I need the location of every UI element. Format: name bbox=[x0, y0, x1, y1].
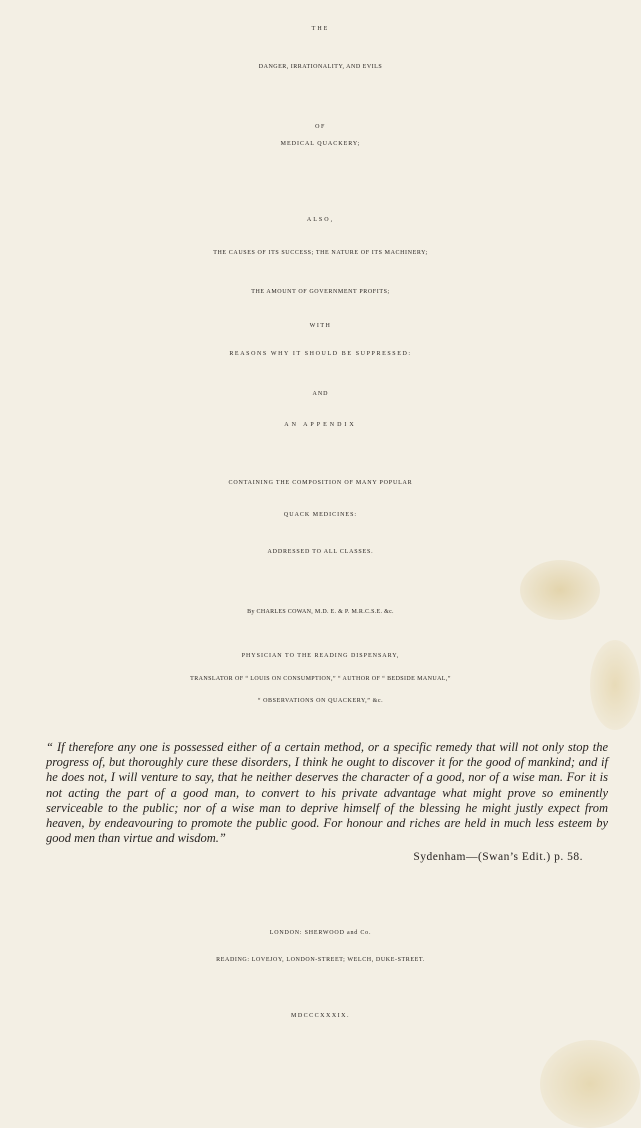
author-observations: “ OBSERVATIONS ON QUACKERY,” &c. bbox=[257, 698, 384, 704]
author-byline: By CHARLES COWAN, M.D. E. & P. M.R.C.S.E. &c. bbox=[247, 609, 394, 615]
subtitle-amount: THE AMOUNT OF GOVERNMENT PROFITS; bbox=[251, 289, 390, 295]
author-translator: TRANSLATOR OF “ LOUIS ON CONSUMPTION,” “ AUTHOR OF “ BEDSIDE MANUAL,” bbox=[190, 676, 451, 682]
title-line-1: DANGER, IRRATIONALITY, AND EVILS bbox=[258, 64, 383, 70]
subtitle-causes: THE CAUSES OF ITS SUCCESS; THE NATURE OF ITS MACHINERY; bbox=[213, 250, 428, 256]
imprint-date: MDCCCXXXIX. bbox=[290, 1013, 350, 1019]
subtitle-quack: QUACK MEDICINES: bbox=[283, 512, 358, 518]
subtitle-also: ALSO, bbox=[306, 217, 335, 223]
subtitle-containing: CONTAINING THE COMPOSITION OF MANY POPULAR bbox=[228, 480, 413, 486]
subtitle-reasons: REASONS WHY IT SHOULD BE SUPPRESSED: bbox=[229, 351, 412, 357]
epigraph: “ If therefore any one is possessed either of a certain method, or a specific remedy that will not only stop the progress of, but thoroughly cure these disorders, I think he ought to discover it for the good of mankind; and if he does not, I will venture to say, that he neither deserves the character of a good, nor of a wise man. For it is not acting the part of a good man, to convert to his private advantage what might prove so eminently serviceable to the public; nor of a wise man to deprive himself of the blessing he might justly expect from heaven, by endeavouring to promote the public good. For honour and riches are held in much less esteem by good men than virtue and wisdom.” bbox=[46, 740, 608, 846]
subtitle-and: AND bbox=[312, 391, 329, 397]
author-physician: PHYSICIAN TO THE READING DISPENSARY, bbox=[241, 653, 400, 659]
subtitle-addressed: ADDRESSED TO ALL CLASSES. bbox=[267, 549, 374, 555]
foxing-stain bbox=[540, 1040, 640, 1128]
subtitle-with: WITH bbox=[309, 323, 332, 329]
title-line-2: MEDICAL QUACKERY; bbox=[280, 141, 361, 147]
imprint-reading: READING: LOVEJOY, LONDON-STREET; WELCH, DUKE-STREET. bbox=[216, 957, 425, 963]
imprint-london: LONDON: SHERWOOD and Co. bbox=[269, 930, 372, 936]
epigraph-citation: Sydenham—(Swan’s Edit.) p. 58. bbox=[413, 851, 583, 863]
title-of: OF bbox=[315, 124, 326, 130]
subtitle-appendix: AN APPENDIX bbox=[284, 422, 357, 428]
title-the: THE bbox=[311, 26, 330, 32]
